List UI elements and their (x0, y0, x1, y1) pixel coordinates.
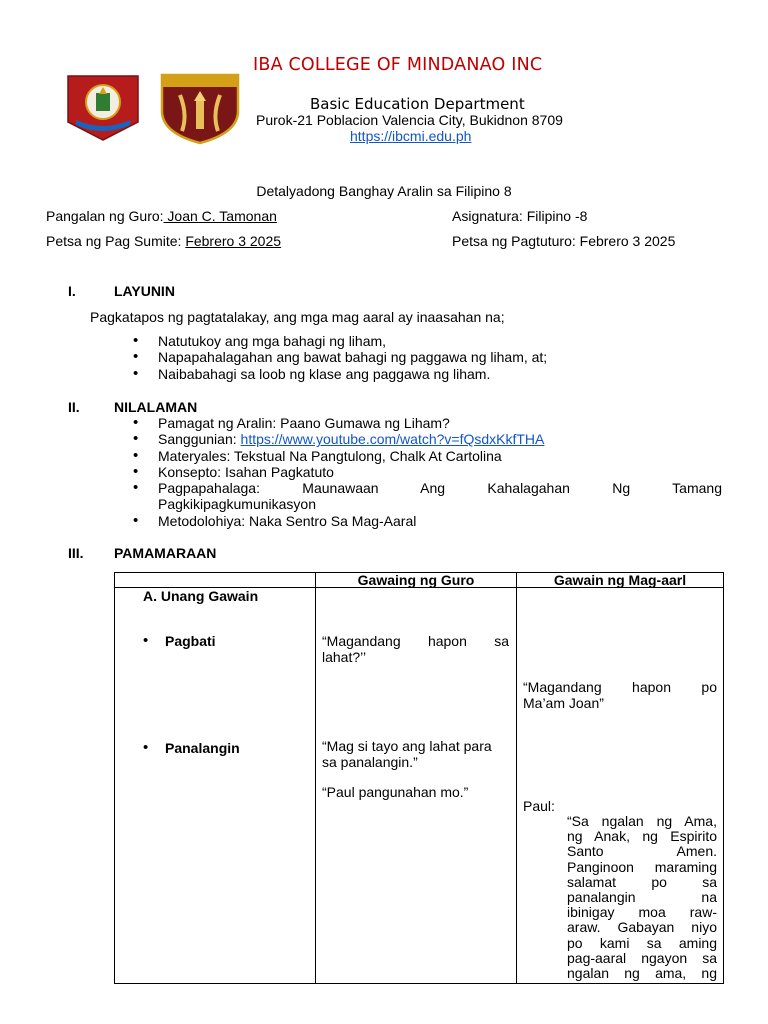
prayer-line: ibinigay moa raw- (567, 904, 717, 921)
panalangin-label: Panalangin (165, 740, 240, 756)
prayer-line: Santo Amen. (567, 843, 717, 860)
list-item (133, 431, 722, 447)
prayer-line: po kami sa aming (567, 934, 717, 951)
paul-label: Paul: (523, 798, 555, 814)
layunin-intro: Pagkatapos ng pagtatalakay, ang mga mag aaral ay inaasahan na; (90, 309, 505, 325)
prayer-line: Panginoon maraming (567, 858, 717, 875)
prayer-line: “Sa ngalan ng Ama, (567, 813, 717, 829)
section-number: III. (68, 545, 84, 561)
prayer-line: ngalan ng ama, ng (567, 965, 717, 982)
guro-panalangin-line: sa panalangin.” (322, 754, 418, 770)
prayer-line: pag-aaral ngayon sa (567, 949, 717, 966)
table-cell-mag-aaral (517, 588, 724, 984)
list-item: • Metodolohiya: Naka Sentro Sa Mag-Aaral (133, 513, 722, 529)
section-title: PAMAMARAAN (114, 545, 217, 561)
document-title: Detalyadong Banghay Aralin sa Filipino 8 (256, 183, 512, 199)
list-item (133, 480, 722, 513)
prayer-line: panalangin na (567, 889, 717, 906)
list-item: • Pamagat ng Aralin: Paano Gumawa ng Liham? (133, 415, 722, 431)
department-name: Basic Education Department (310, 95, 525, 113)
table-header-cell: Gawaing ng Guro (316, 573, 517, 588)
bullet-icon: • (143, 739, 149, 756)
school-name: IBA COLLEGE OF MINDANAO INC (253, 55, 543, 75)
prayer-line: ng Anak, ng Espirito (567, 828, 717, 845)
list-item: • Napapahalagahan ang bawat bahagi ng paggawa ng liham, at; (133, 349, 733, 365)
reply-line: Ma’am Joan” (523, 695, 604, 711)
sanggunian-label: Sanggunian: (158, 431, 241, 448)
section-pamamaraan-heading (68, 545, 368, 563)
school-address: Purok-21 Poblacion Valencia City, Bukidnon 8709 (256, 112, 563, 128)
section-layunin-heading (68, 283, 368, 301)
list-item: • Materyales: Tekstual Na Pangtulong, Chalk At Cartolina (133, 448, 722, 464)
table-header-row (115, 573, 724, 588)
pagtuturo-text: Petsa ng Pagtuturo: Febrero 3 2025 (452, 233, 676, 249)
guro-paul-line: “Paul pangunahan mo.” (322, 784, 469, 800)
nilalaman-list (133, 415, 722, 529)
layunin-list (133, 333, 733, 382)
pagbati-label: Pagbati (165, 633, 216, 649)
pagpapahalaga-line: Pagkikipagkumunikasyon (158, 496, 316, 513)
sumite-row (46, 233, 281, 249)
list-item: • Konsepto: Isahan Pagkatuto (133, 464, 722, 480)
bullet-icon: • (143, 632, 149, 649)
pagpapahalaga-line: • Pagpapahalaga: Maunawaan Ang Kahalagahan Ng Tamang (158, 480, 722, 497)
table-cell-guro (316, 588, 517, 984)
section-title: LAYUNIN (114, 283, 175, 299)
guro-value: Joan C. Tamonan (163, 208, 277, 224)
prayer-text (567, 814, 717, 981)
prayer-line: salamat po sa (567, 873, 717, 890)
table-row (115, 588, 724, 984)
unang-gawain-heading: A. Unang Gawain (143, 588, 259, 604)
table-header-cell (115, 573, 316, 588)
prayer-line: araw. Gabayan niyo (567, 919, 717, 936)
pamamaraan-table (114, 572, 724, 984)
sumite-value: Febrero 3 2025 (185, 233, 282, 249)
guro-label: Pangalan ng Guro: (46, 208, 164, 224)
school-website-link[interactable]: https://ibcmi.edu.ph (350, 128, 472, 144)
guro-pagbati-line: “Magandang hapon sa (322, 633, 509, 649)
list-item: • Naibabahagi sa loob ng klase ang paggawa ng liham. (133, 366, 733, 382)
section-number: II. (68, 399, 80, 415)
list-item: • Natutukoy ang mga bahagi ng liham, (133, 333, 733, 349)
table-header-cell: Gawain ng Mag-aarl (517, 573, 724, 588)
sanggunian-link[interactable]: https://www.youtube.com/watch?v=fQsdxKkfTHA (240, 431, 545, 448)
guro-pagbati-line: lahat?’’ (322, 649, 367, 665)
school-seal-logo (66, 74, 140, 142)
table-cell-activities (115, 588, 316, 984)
sumite-label: Petsa ng Pag Sumite: (46, 233, 186, 249)
reply-line: “Magandang hapon po (523, 679, 717, 695)
college-crest-logo (158, 71, 242, 145)
section-number: I. (68, 283, 76, 299)
guro-panalangin-line: “Mag si tayo ang lahat para (322, 738, 492, 754)
section-title: NILALAMAN (114, 399, 198, 415)
guro-row (46, 208, 277, 224)
asignatura-text: Asignatura: Filipino -8 (452, 208, 588, 224)
